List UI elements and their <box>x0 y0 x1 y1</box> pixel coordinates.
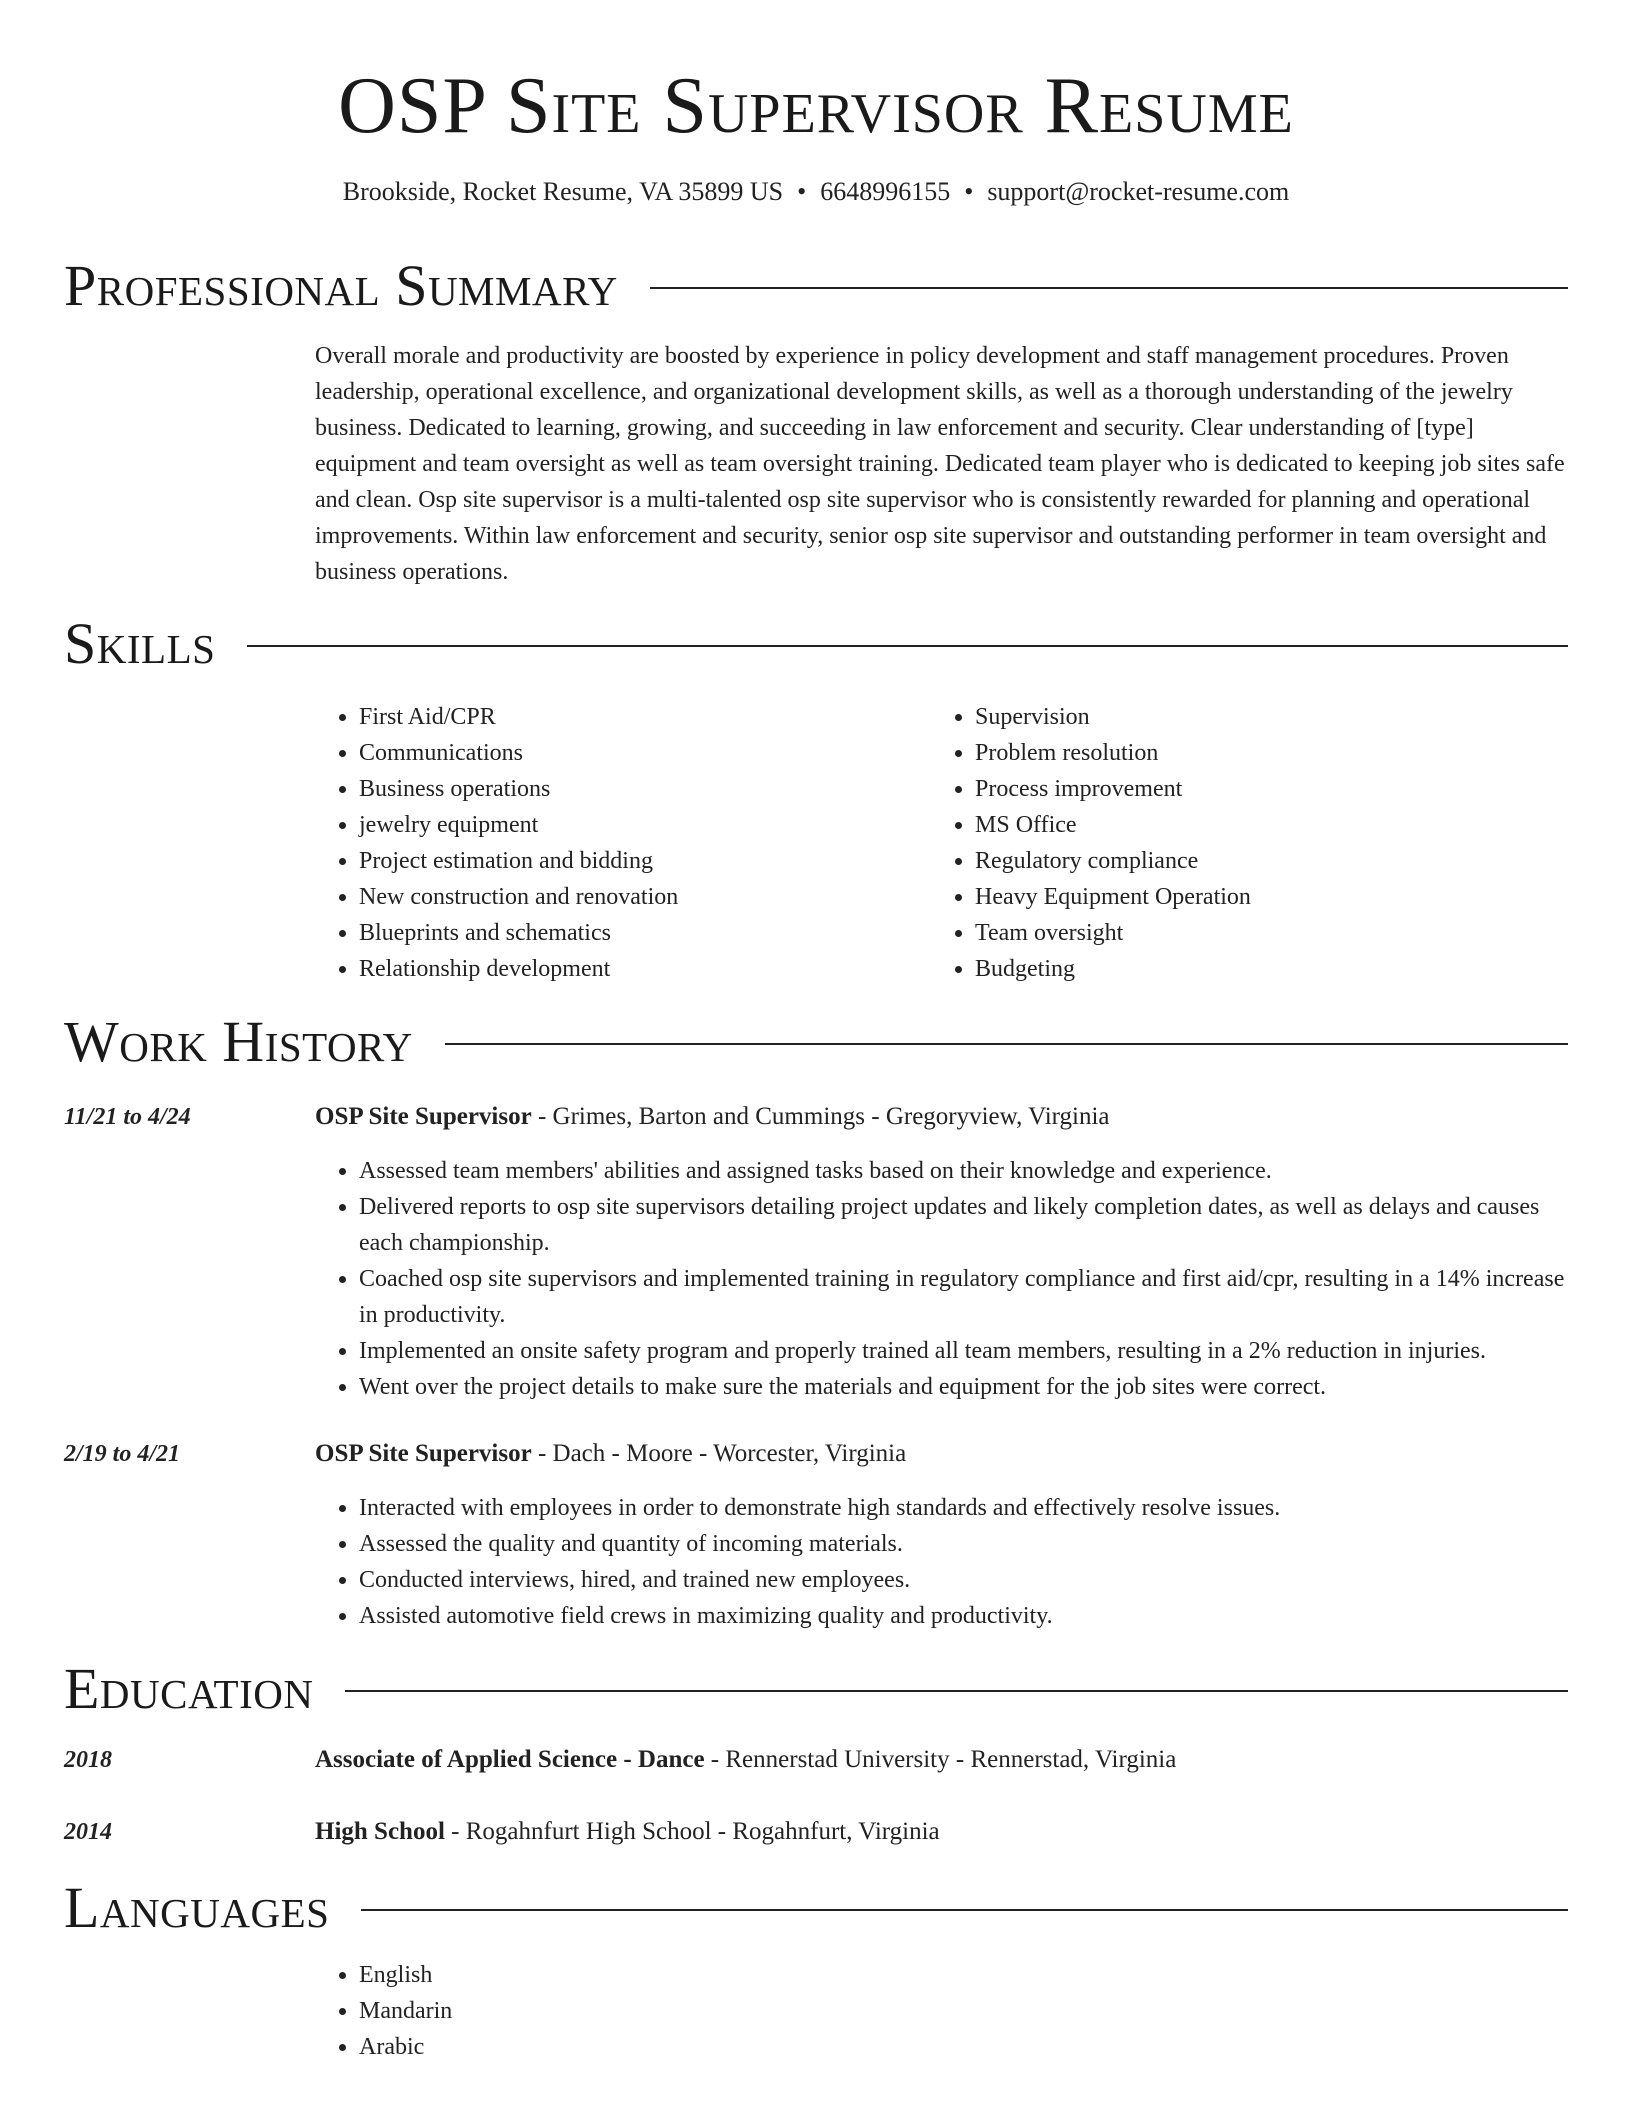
education-year: 2014 <box>64 1819 112 1845</box>
skill-item: • Relationship development <box>359 951 915 987</box>
skill-item: • First Aid/CPR <box>359 699 915 735</box>
job-heading <box>315 1436 1570 1472</box>
language-item: • Arabic <box>359 2029 1570 2065</box>
job-duty-item: • Went over the project details to make sure the materials and equipment for the job sites were correct. <box>359 1369 1570 1405</box>
summary-text: Overall morale and productivity are boosted by experience in policy development and staff management procedures. Proven leadership, operational excellence, and organizational development skills, as well as a thorough understanding of the jewelry business. Dedicated to learning, growing, and succeeding in law enforcement and security. Clear understanding of [type] equipment and team oversight as well as team oversight training. Dedicated team player who is dedicated to keeping job sites safe and clean. Osp site supervisor is a multi-talented osp site supervisor who is consistently rewarded for planning and operational improvements. Within law enforcement and security, senior osp site supervisor and outstanding performer in team oversight and business operations. <box>315 343 1565 585</box>
job-duty-item: • Assisted automotive field crews in maximizing quality and productivity. <box>359 1598 1570 1634</box>
job-duty-item: • Assessed the quality and quantity of incoming materials. <box>359 1526 1570 1562</box>
section-header-skills <box>64 612 1568 676</box>
skill-item: • Heavy Equipment Operation <box>975 879 1531 915</box>
section-divider <box>650 287 1568 289</box>
skill-item: • Regulatory compliance <box>975 843 1531 879</box>
contact-separator: • <box>797 177 807 206</box>
contact-address: Brookside, Rocket Resume, VA 35899 US <box>342 177 784 206</box>
language-item: • English <box>359 1957 1570 1993</box>
skill-item: • jewelry equipment <box>359 807 915 843</box>
skill-item: • Budgeting <box>975 951 1531 987</box>
section-title-languages: Languages <box>64 1875 330 1940</box>
languages-list <box>315 1957 1570 2065</box>
contact-separator: • <box>964 177 974 206</box>
resume-title: OSP Site Supervisor Resume <box>338 62 1294 150</box>
contact-line <box>0 176 1632 208</box>
section-header-summary <box>64 254 1568 318</box>
job-employer-location: - Dach - Moore - Worcester, Virginia <box>531 1440 907 1467</box>
education-school: - Rennerstad University - Rennerstad, Virginia <box>704 1746 1177 1773</box>
skills-column-right <box>931 699 1531 987</box>
job-duty-item: • Delivered reports to osp site supervisors detailing project updates and likely completion dates, as well as delays and causes each championship. <box>359 1189 1570 1261</box>
job-duty-item: • Coached osp site supervisors and implemented training in regulatory compliance and first aid/cpr, resulting in a 14% increase in productivity. <box>359 1261 1570 1333</box>
skill-item: • New construction and renovation <box>359 879 915 915</box>
job-dates: 2/19 to 4/21 <box>64 1441 181 1467</box>
section-divider <box>247 645 1568 647</box>
section-header-education <box>64 1657 1568 1721</box>
contact-phone: 6648996155 <box>820 177 951 206</box>
education-degree: High School <box>315 1818 445 1845</box>
job-duty-item: • Assessed team members' abilities and assigned tasks based on their knowledge and experience. <box>359 1153 1570 1189</box>
section-divider <box>361 1909 1568 1911</box>
section-header-work <box>64 1010 1568 1074</box>
skill-item: • MS Office <box>975 807 1531 843</box>
skill-item: • Communications <box>359 735 915 771</box>
contact-email[interactable]: support@rocket-resume.com <box>987 177 1290 206</box>
skill-item: • Blueprints and schematics <box>359 915 915 951</box>
job-duty-item: • Implemented an onsite safety program and properly trained all team members, resulting in a 2% reduction in injuries. <box>359 1333 1570 1369</box>
job-dates: 11/21 to 4/24 <box>64 1104 191 1130</box>
job-title: OSP Site Supervisor <box>315 1103 532 1130</box>
skill-item: • Supervision <box>975 699 1531 735</box>
section-title-work: Work History <box>64 1009 413 1074</box>
skill-item: • Team oversight <box>975 915 1531 951</box>
job-title: OSP Site Supervisor <box>315 1440 532 1467</box>
skill-item: • Business operations <box>359 771 915 807</box>
education-heading <box>315 1742 1570 1778</box>
education-year: 2018 <box>64 1747 112 1773</box>
job-duty-item: • Conducted interviews, hired, and trained new employees. <box>359 1562 1570 1598</box>
section-title-skills: Skills <box>64 611 216 676</box>
section-title-summary: Professional Summary <box>64 253 618 318</box>
section-title-education: Education <box>64 1656 314 1721</box>
section-header-languages <box>64 1876 1568 1940</box>
section-divider <box>445 1043 1568 1045</box>
job-duties <box>315 1153 1570 1405</box>
education-heading <box>315 1814 1570 1850</box>
section-divider <box>345 1690 1568 1692</box>
job-heading <box>315 1099 1570 1135</box>
job-duty-item: • Interacted with employees in order to demonstrate high standards and effectively resolve issues. <box>359 1490 1570 1526</box>
language-item: • Mandarin <box>359 1993 1570 2029</box>
skill-item: • Project estimation and bidding <box>359 843 915 879</box>
education-degree: Associate of Applied Science - Dance <box>315 1746 705 1773</box>
skill-item: • Problem resolution <box>975 735 1531 771</box>
skills-column-left <box>315 699 915 987</box>
education-school: - Rogahnfurt High School - Rogahnfurt, Virginia <box>444 1818 940 1845</box>
job-duties <box>315 1490 1570 1634</box>
skill-item: • Process improvement <box>975 771 1531 807</box>
job-employer-location: - Grimes, Barton and Cummings - Gregoryview, Virginia <box>531 1103 1110 1130</box>
